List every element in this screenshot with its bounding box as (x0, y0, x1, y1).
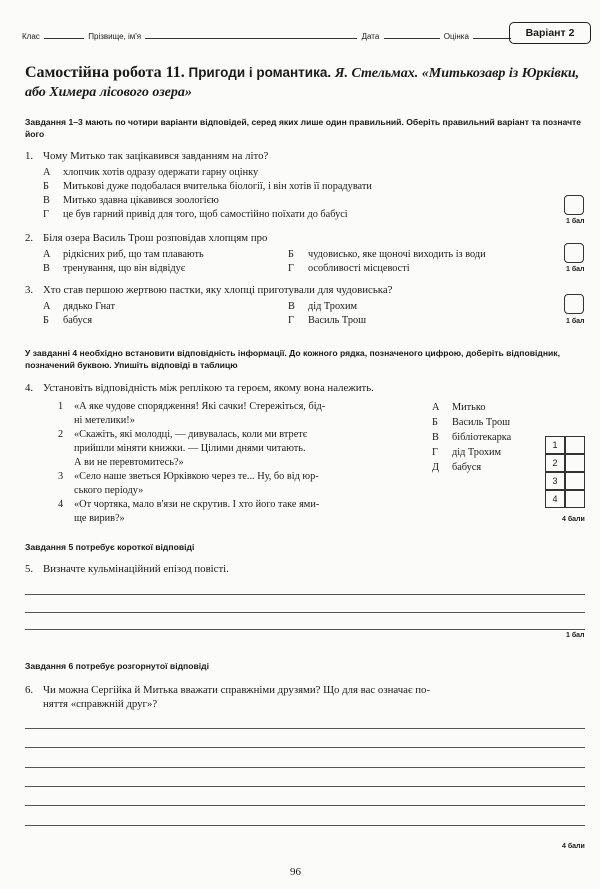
q3-points: 1 бал (566, 318, 585, 325)
q2-points: 1 бал (566, 266, 585, 273)
q3-option-d[interactable]: Г Василь Трош (288, 315, 367, 326)
q2-option-b[interactable]: Б чудовисько, яке щоночі виходить із води (288, 249, 486, 260)
q4-grid-row-label: 4 (545, 490, 565, 508)
q1-points: 1 бал (566, 218, 585, 225)
q6-answer-line[interactable] (25, 805, 585, 806)
q2-option-a[interactable]: А рідкісних риб, що там плавають (43, 249, 204, 260)
grade-label: Оцінка (443, 32, 469, 41)
q4-grid-row-label: 2 (545, 454, 565, 472)
q4-quote-4: 4 «От чортяка, мало в'язи не скрутив. І хто його таке ями- ще вирив?» (58, 499, 320, 524)
grade-field[interactable] (473, 28, 511, 39)
name-label: Прізвище, ім'я (88, 32, 142, 41)
instructions-task-6: Завдання 6 потребує розгорнутої відповіді (25, 661, 210, 671)
q4-heroes-list (432, 400, 511, 475)
class-field[interactable] (44, 28, 84, 39)
hero-e: Д бабуся (432, 462, 482, 473)
page-number: 96 (290, 866, 301, 878)
q2-answer-box[interactable] (564, 243, 584, 263)
question-5: 5. Визначте кульмінаційний епізод повісті. (25, 563, 229, 575)
q1-option-c[interactable]: В Митько здавна цікавився зоологією (43, 195, 219, 206)
instructions-tasks-1-3: Завдання 1–3 мають по чотири варіанти відповідей, серед яких лише один правильний. Оберіть правильний варіант та позначте його (25, 117, 582, 139)
hero-d: Г дід Трохим (432, 447, 502, 458)
hero-b: Б Василь Трош (432, 417, 511, 428)
q5-answer-line[interactable] (25, 612, 585, 613)
question-1: 1. Чому Митько так зацікавився завданням на літо? (25, 150, 269, 162)
q6-answer-line[interactable] (25, 747, 585, 748)
author-work-title: Я. Стельмах. «Митькозавр із Юрківки, або Химера лісового озера» (25, 66, 580, 100)
student-info-header (22, 28, 513, 41)
class-label: Клас (22, 32, 40, 41)
question-6: 6. Чи можна Сергійка й Митька вважати справжніми друзями? Що для вас означає по- няття «справжній друг»? (25, 684, 431, 710)
q4-grid-answer-cell[interactable] (565, 472, 585, 490)
q4-points: 4 бали (562, 516, 585, 523)
page-title (25, 63, 595, 102)
q6-answer-line[interactable] (25, 825, 585, 826)
q1-option-b[interactable]: Б Митькові дуже подобалася вчителька біології, і він хотів її порадувати (43, 181, 372, 192)
q5-answer-line[interactable] (25, 629, 585, 630)
q4-grid-row-label: 1 (545, 436, 565, 454)
q3-option-b[interactable]: Б бабуся (43, 315, 93, 326)
hero-a: А Митько (432, 402, 486, 413)
variant-badge: Варіант 2 (509, 22, 591, 44)
q2-option-d[interactable]: Г особливості місцевості (288, 263, 410, 274)
q4-quote-2: 2 «Скажіть, які молодці, — дивувалась, коли ми втретє прийшли міняти книжки. — Цілими днями читають. А ви не перевтомитесь?» (58, 429, 308, 468)
q4-grid-answer-cell[interactable] (565, 490, 585, 508)
name-field[interactable] (145, 28, 357, 39)
question-3: 3. Хто став першою жертвою пастки, яку хлопці приготували для чудовиська? (25, 284, 393, 296)
question-4: 4. Установіть відповідність між реплікою та героєм, якому вона належить. (25, 382, 374, 394)
q4-grid-row-label: 3 (545, 472, 565, 490)
q4-quote-3: 3 «Село наше зветься Юрківкою через те... Ну, бо від юр- ського періоду» (58, 471, 319, 496)
q4-grid-answer-cell[interactable] (565, 454, 585, 472)
q3-option-a[interactable]: А дядько Гнат (43, 301, 115, 312)
q6-answer-line[interactable] (25, 786, 585, 787)
instructions-task-4: У завданні 4 необхідно встановити відповідність інформації. До кожного рядка, позначеного цифрою, доберіть відповідник, позначений буквою. Упишіть відповіді в таблицю (25, 348, 560, 370)
q5-points: 1 бал (566, 632, 585, 639)
work-title: Самостійна робота 11. (25, 64, 185, 81)
q1-option-a[interactable]: А хлопчик хотів одразу одержати гарну оцінку (43, 167, 259, 178)
date-field[interactable] (384, 28, 440, 39)
q4-grid-answer-cell[interactable] (565, 436, 585, 454)
q3-answer-box[interactable] (564, 294, 584, 314)
hero-c: В бібліотекарка (432, 432, 512, 443)
q3-option-c[interactable]: В дід Трохим (288, 301, 358, 312)
q1-option-d[interactable]: Г це був гарний привід для того, щоб самостійно поїхати до бабусі (43, 209, 348, 220)
q6-answer-line[interactable] (25, 767, 585, 768)
q5-answer-line[interactable] (25, 594, 585, 595)
q4-quote-1: 1 «А яке чудове спорядження! Які сачки! Стережіться, бід- ні метелики!» (58, 401, 326, 426)
q1-answer-box[interactable] (564, 195, 584, 215)
question-2: 2. Біля озера Василь Трош розповідав хлопцям про (25, 232, 268, 244)
instructions-task-5: Завдання 5 потребує короткої відповіді (25, 542, 195, 552)
date-label: Дата (361, 32, 380, 41)
topic-title: Пригоди і романтика. (188, 65, 332, 80)
q6-points: 4 бали (562, 843, 585, 850)
q2-option-c[interactable]: В тренування, що він відвідує (43, 263, 186, 274)
q6-answer-line[interactable] (25, 728, 585, 729)
